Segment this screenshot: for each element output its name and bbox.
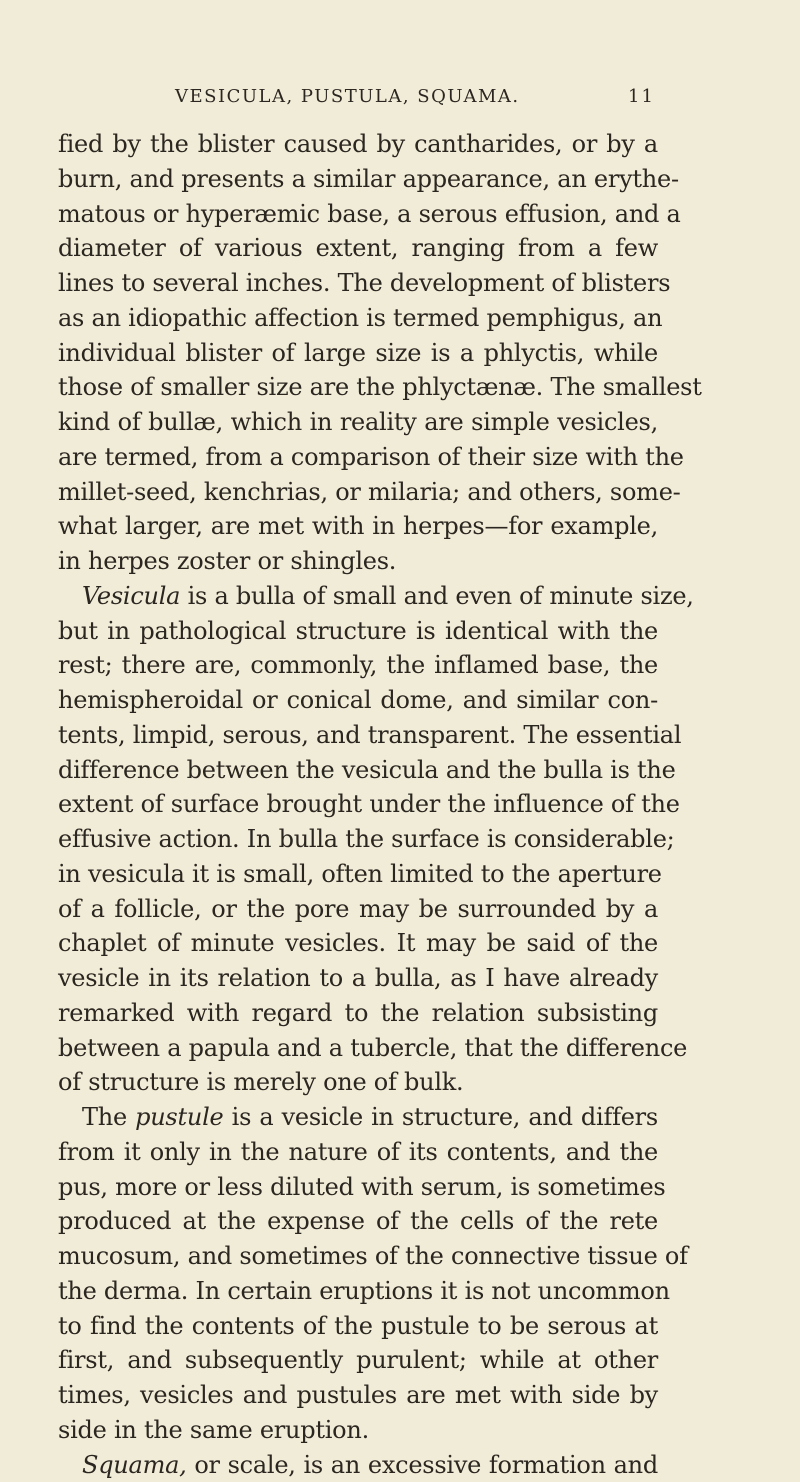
text-line: chaplet of minute vesicles. It may be said of the [58,926,658,961]
text-line: what larger, are met with in herpes—for example, [58,509,658,544]
text-fragment: is a vesicle in structure, and differs [232,1103,658,1131]
text-line: burn, and presents a similar appearance, an erythe- [58,162,658,197]
text-line: of a follicle, or the pore may be surrounded by a [58,892,658,927]
text-line: from it only in the nature of its contents, and the [58,1135,658,1170]
text-line: remarked with regard to the relation subsisting [58,996,658,1031]
term-vesicula: Vesicula [82,582,180,610]
text-line: fied by the blister caused by cantharides, or by a [58,127,658,162]
text-line: millet-seed, kenchrias, or milaria; and others, some- [58,475,658,510]
text-line: in herpes zoster or shingles. [58,544,658,579]
text-line: to find the contents of the pustule to be serous at [58,1309,658,1344]
text-fragment: is a bulla of small and even of minute size, [188,582,694,610]
text-line: times, vesicles and pustules are met with side by [58,1378,658,1413]
text-line: pus, more or less diluted with serum, is sometimes [58,1170,658,1205]
text-line: extent of surface brought under the influence of the [58,787,658,822]
text-fragment: The [82,1103,127,1131]
page-number: 11 [628,86,655,107]
text-line: hemispheroidal or conical dome, and similar con- [58,683,658,718]
term-squama: Squama, [82,1451,187,1479]
text-line: lines to several inches. The development of blisters [58,266,658,301]
text-line: difference between the vesicula and the bulla is the [58,753,658,788]
text-line: effusive action. In bulla the surface is considerable; [58,822,658,857]
running-head [58,86,658,110]
text-line: individual blister of large size is a phlyctis, while [58,336,658,371]
term-pustule: pustule [135,1103,223,1131]
text-line: those of smaller size are the phlyctænæ. The smallest [58,370,658,405]
text-fragment: or scale, is an excessive formation and [194,1451,658,1479]
text-line: as an idiopathic affection is termed pemphigus, an [58,301,658,336]
text-line: of structure is merely one of bulk. [58,1065,658,1100]
text-line: first, and subsequently purulent; while at other [58,1343,658,1378]
text-line: between a papula and a tubercle, that the difference [58,1031,658,1066]
text-line: mucosum, and sometimes of the connective tissue of [58,1239,658,1274]
text-line: tents, limpid, serous, and transparent. The essential [58,718,658,753]
text-line: side in the same eruption. [58,1413,658,1448]
text-line: vesicle in its relation to a bulla, as I have already [58,961,658,996]
paragraph-vesicula-first-line [58,579,658,614]
text-line: diameter of various extent, ranging from a few [58,231,658,266]
text-line: in vesicula it is small, often limited to the aperture [58,857,658,892]
running-title: VESICULA, PUSTULA, SQUAMA. [175,86,520,107]
text-line: produced at the expense of the cells of the rete [58,1204,658,1239]
text-line: kind of bullæ, which in reality are simple vesicles, [58,405,658,440]
body-text [58,127,658,1482]
text-line: are termed, from a comparison of their size with the [58,440,658,475]
text-line: but in pathological structure is identical with the [58,614,658,649]
paragraph-pustule-first-line [58,1100,658,1135]
text-line: matous or hyperæmic base, a serous effusion, and a [58,197,658,232]
paragraph-squama-first-line [58,1448,658,1482]
text-line: the derma. In certain eruptions it is not uncommon [58,1274,658,1309]
text-line: rest; there are, commonly, the inflamed base, the [58,648,658,683]
